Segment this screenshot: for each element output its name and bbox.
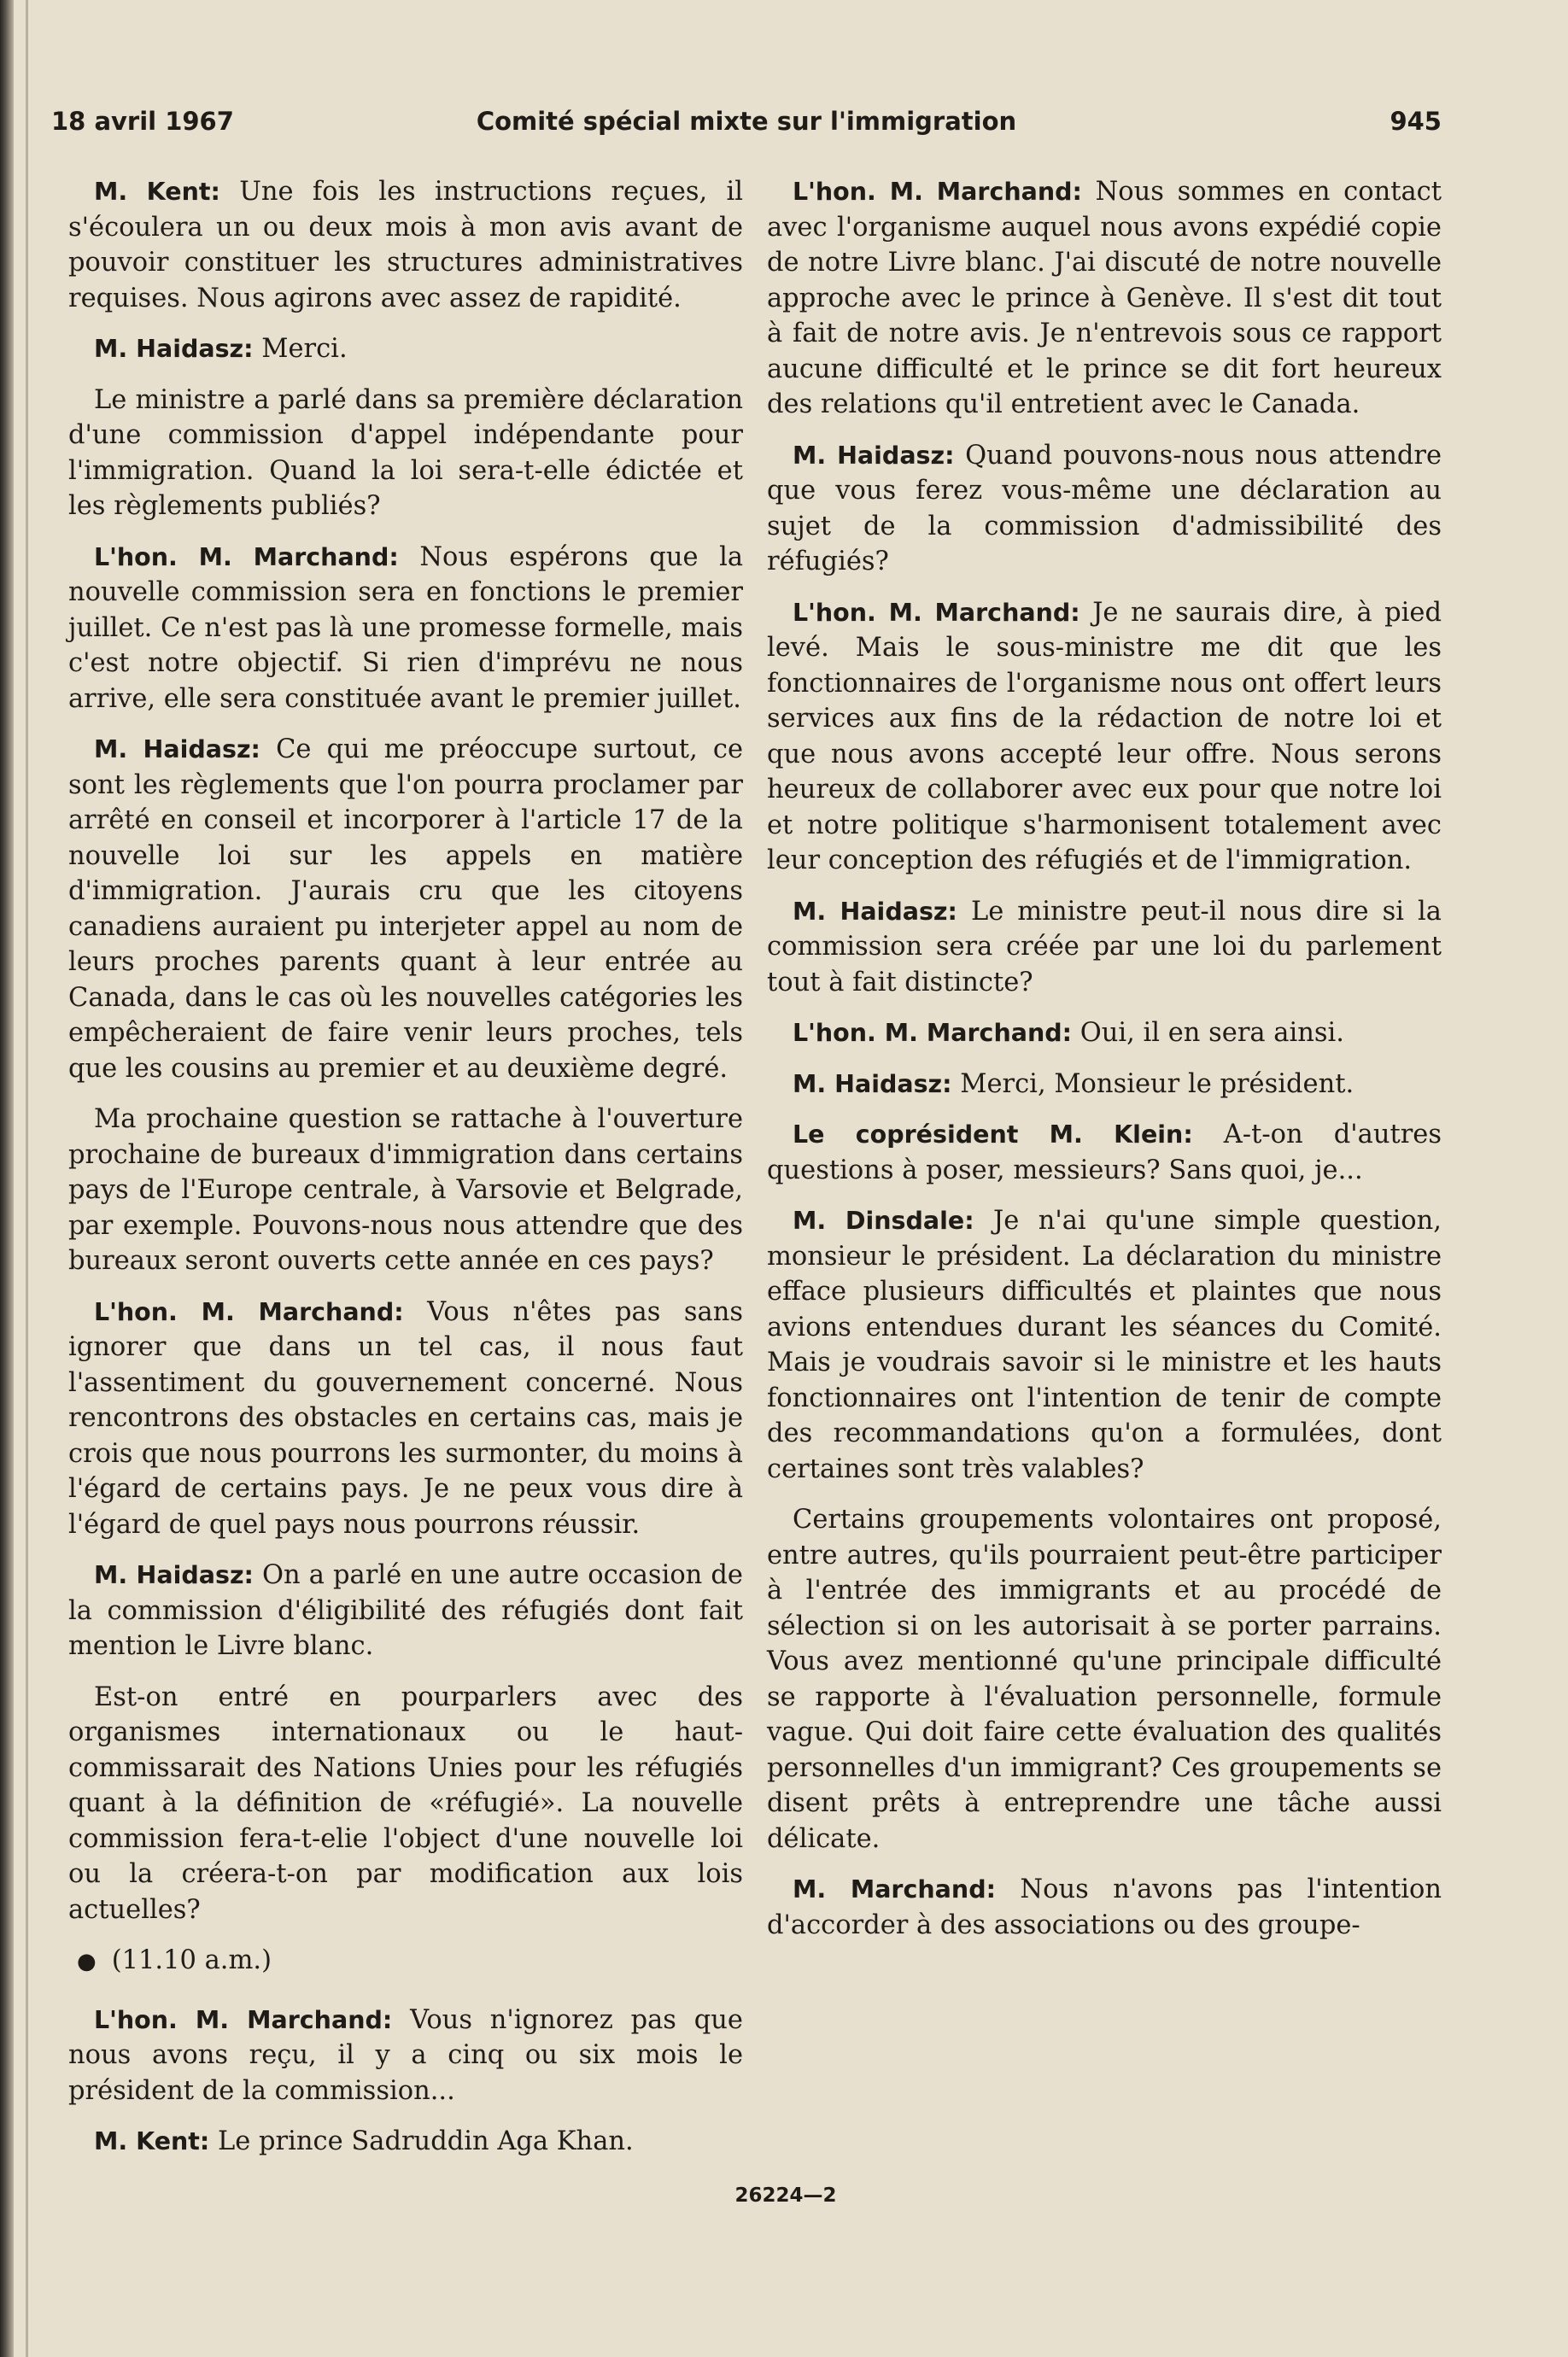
paragraph — [767, 1067, 1442, 1102]
speaker-name: L'hon. M. Marchand: — [793, 178, 1082, 206]
paragraph-text: Je ne saurais dire, à pied levé. Mais le sous-ministre me dit que les fonctionnaires de l'organisme nous ont offert leurs services aux fins de la rédaction de notre loi et que nous avons accepté leur offre. Nous serons heureux de collaborer avec eux pour que notre loi et notre politique s'harmonisent totalement avec leur conception des réfugiés et de l'immigration. — [767, 597, 1442, 875]
paragraph-text: Vous n'êtes pas sans ignorer que dans un tel cas, il nous faut l'assentiment du gouvernement concerné. Nous rencontrons des obstacles en certains cas, mais je crois que nous pourrons les surmonter, du moins à l'égard de certains pays. Je ne peux vous dire à l'égard de quel pays nous pourrons réussir. — [68, 1296, 743, 1540]
paragraph-text: Quand pouvons-nous nous attendre que vous ferez vous-même une déclaration au sujet de la commission d'admissibilité des réfugiés? — [767, 440, 1442, 576]
paragraph — [68, 2124, 743, 2160]
paragraph-text: Une fois les instructions reçues, il s'écoulera un ou deux mois à mon avis avant de pouvoir constituer les structures administratives requises. Nous agirons avec assez de rapidité. — [68, 177, 744, 313]
paragraph-text: Oui, il en sera ainsi. — [1072, 1018, 1344, 1048]
speaker-name: M. Dinsdale: — [793, 1207, 974, 1235]
speaker-name: M. Haidasz: — [793, 1069, 952, 1098]
paragraph — [767, 1203, 1442, 1487]
paragraph — [68, 732, 743, 1086]
paragraph-text: Le ministre peut-il nous dire si la commission sera créée par une loi du parlement tout à fait distincte? — [767, 896, 1442, 997]
paragraph — [767, 438, 1442, 580]
paragraph — [767, 894, 1442, 1001]
paragraph — [68, 174, 743, 316]
right-column — [767, 174, 1442, 1958]
paragraph — [68, 1102, 743, 1279]
paragraph-text: Nous n'avons pas l'intention d'accorder à des associations ou des groupe- — [767, 1874, 1442, 1940]
speaker-name: M. Haidasz: — [94, 335, 254, 363]
paragraph — [767, 595, 1442, 879]
paragraph — [68, 540, 743, 717]
paragraph — [68, 2003, 743, 2109]
header-title: Comité spécial mixte sur l'immigration — [476, 107, 1017, 136]
speaker-name: M. Marchand: — [793, 1875, 996, 1904]
speaker-name: M. Haidasz: — [94, 735, 260, 763]
paragraph — [767, 1015, 1442, 1051]
paragraph-text: Le ministre a parlé dans sa première déclaration d'une commission d'appel indépendante pour l'immigration. Quand la loi sera-t-elle édictée et les règlements publiés? — [68, 384, 743, 521]
speaker-name: M. Kent: — [94, 2127, 210, 2155]
speaker-name: M. Haidasz: — [793, 897, 957, 926]
left-column — [68, 174, 743, 2175]
speaker-name: L'hon. M. Marchand: — [793, 598, 1080, 627]
paragraph-text: Est-on entré en pourparlers avec des organismes internationaux ou le haut-commissarait des Nations Unies pour les réfugiés quant à la définition de «réfugié». La nouvelle commission fera-t-elie l'object d'une nouvelle loi ou la créera-t-on par modification aux lois actuelles? — [68, 1681, 743, 1925]
paragraph — [68, 383, 743, 524]
speaker-name: L'hon. M. Marchand: — [94, 2005, 393, 2034]
paragraph — [767, 1502, 1442, 1857]
header-date: 18 avril 1967 — [51, 107, 234, 136]
paragraph-text: Ce qui me préoccupe surtout, ce sont les règlements que l'on pourra proclamer par arrêté en conseil et incorporer à l'article 17 de la nouvelle loi sur les appels en matière d'immigration. J'aurais cru que les citoyens canadiens auraient pu interjeter appel au nom de leurs proches parents quant à leur entrée au Canada, dans le cas où les nouvelles catégories les empêcheraient de faire venir leurs proches, tels que les cousins au premier et au deuxième degré. — [68, 734, 744, 1084]
paragraph — [68, 1558, 743, 1664]
paragraph-text: Merci, Monsieur le président. — [951, 1068, 1354, 1099]
paragraph-text: Le prince Sadruddin Aga Khan. — [209, 2126, 634, 2156]
paragraph — [68, 1295, 743, 1543]
running-header — [51, 107, 1442, 141]
speaker-name: L'hon. M. Marchand: — [793, 1019, 1073, 1047]
paragraph-text: On a parlé en une autre occasion de la commission d'éligibilité des réfugiés dont fait mention le Livre blanc. — [68, 1560, 743, 1661]
paragraph-text: Nous sommes en contact avec l'organisme auquel nous avons expédié copie de notre Livre blanc. J'ai discuté de notre nouvelle approche avec le prince à Genève. Il s'est dit tout à fait de notre avis. Je n'entrevois sous ce rapport aucune difficulté et le prince se dit fort heureux des relations qu'il entretient avec le Canada. — [767, 177, 1442, 419]
speaker-name: M. Kent: — [94, 178, 220, 206]
paragraph — [68, 1680, 743, 1928]
page-number: 945 — [1390, 107, 1442, 136]
paragraph — [767, 1117, 1442, 1188]
time-marker — [68, 1943, 743, 1980]
paragraph — [68, 331, 743, 367]
binding-edge — [0, 0, 14, 2357]
print-code: 26224—2 — [734, 2184, 837, 2207]
paragraph-text: Vous n'ignorez pas que nous avons reçu, il y a cinq ou six mois le président de la commission... — [68, 2004, 743, 2106]
binding-line — [26, 0, 28, 2357]
speaker-name: L'hon. M. Marchand: — [94, 1297, 404, 1326]
paragraph-text: Ma prochaine question se rattache à l'ouverture prochaine de bureaux d'immigration dans certains pays de l'Europe centrale, à Varsovie et Belgrade, par exemple. Pouvons-nous nous attendre que des bureaux seront ouverts cette année en ces pays? — [68, 1104, 743, 1276]
speaker-name: M. Haidasz: — [94, 1561, 254, 1589]
speaker-name: L'hon. M. Marchand: — [94, 542, 399, 571]
paragraph — [767, 1872, 1442, 1943]
paragraph-text: Merci. — [253, 334, 348, 364]
bullet-icon: ● — [77, 1949, 97, 1974]
speaker-name: Le coprésident M. Klein: — [793, 1120, 1193, 1149]
speaker-name: M. Haidasz: — [793, 441, 955, 470]
paragraph-text: (11.10 a.m.) — [111, 1945, 272, 1975]
paragraph-text: A-t-on d'autres questions à poser, messieurs? Sans quoi, je... — [767, 1120, 1442, 1185]
paragraph-text: Je n'ai qu'une simple question, monsieur le président. La déclaration du ministre efface plusieurs difficultés et plaintes que nous avions entendues durant les séances du Comité. Mais je voudrais savoir si le ministre et les hauts fonctionnaires ont l'intention de tenir de compte des recommandations qu'on a formulées, dont certaines sont très valables? — [767, 1206, 1442, 1484]
paragraph-text: Nous espérons que la nouvelle commission sera en fonctions le premier juillet. Ce n'est pas là une promesse formelle, mais c'est notre objectif. Si rien d'imprévu ne nous arrive, elle sera constituée avant le premier juillet. — [68, 541, 744, 714]
paragraph-text: Certains groupements volontaires ont proposé, entre autres, qu'ils pourraient peut-être participer à l'entrée des immigrants et au procédé de sélection si on les autorisait à se porter parrains. Vous avez mentionné qu'une principale difficulté se rapporte à l'évaluation personnelle, formule vague. Qui doit faire cette évaluation des qualités personnelles d'un immigrant? Ces groupements se disent prêts à entreprendre une tâche aussi délicate. — [767, 1505, 1442, 1854]
paragraph — [767, 174, 1442, 423]
